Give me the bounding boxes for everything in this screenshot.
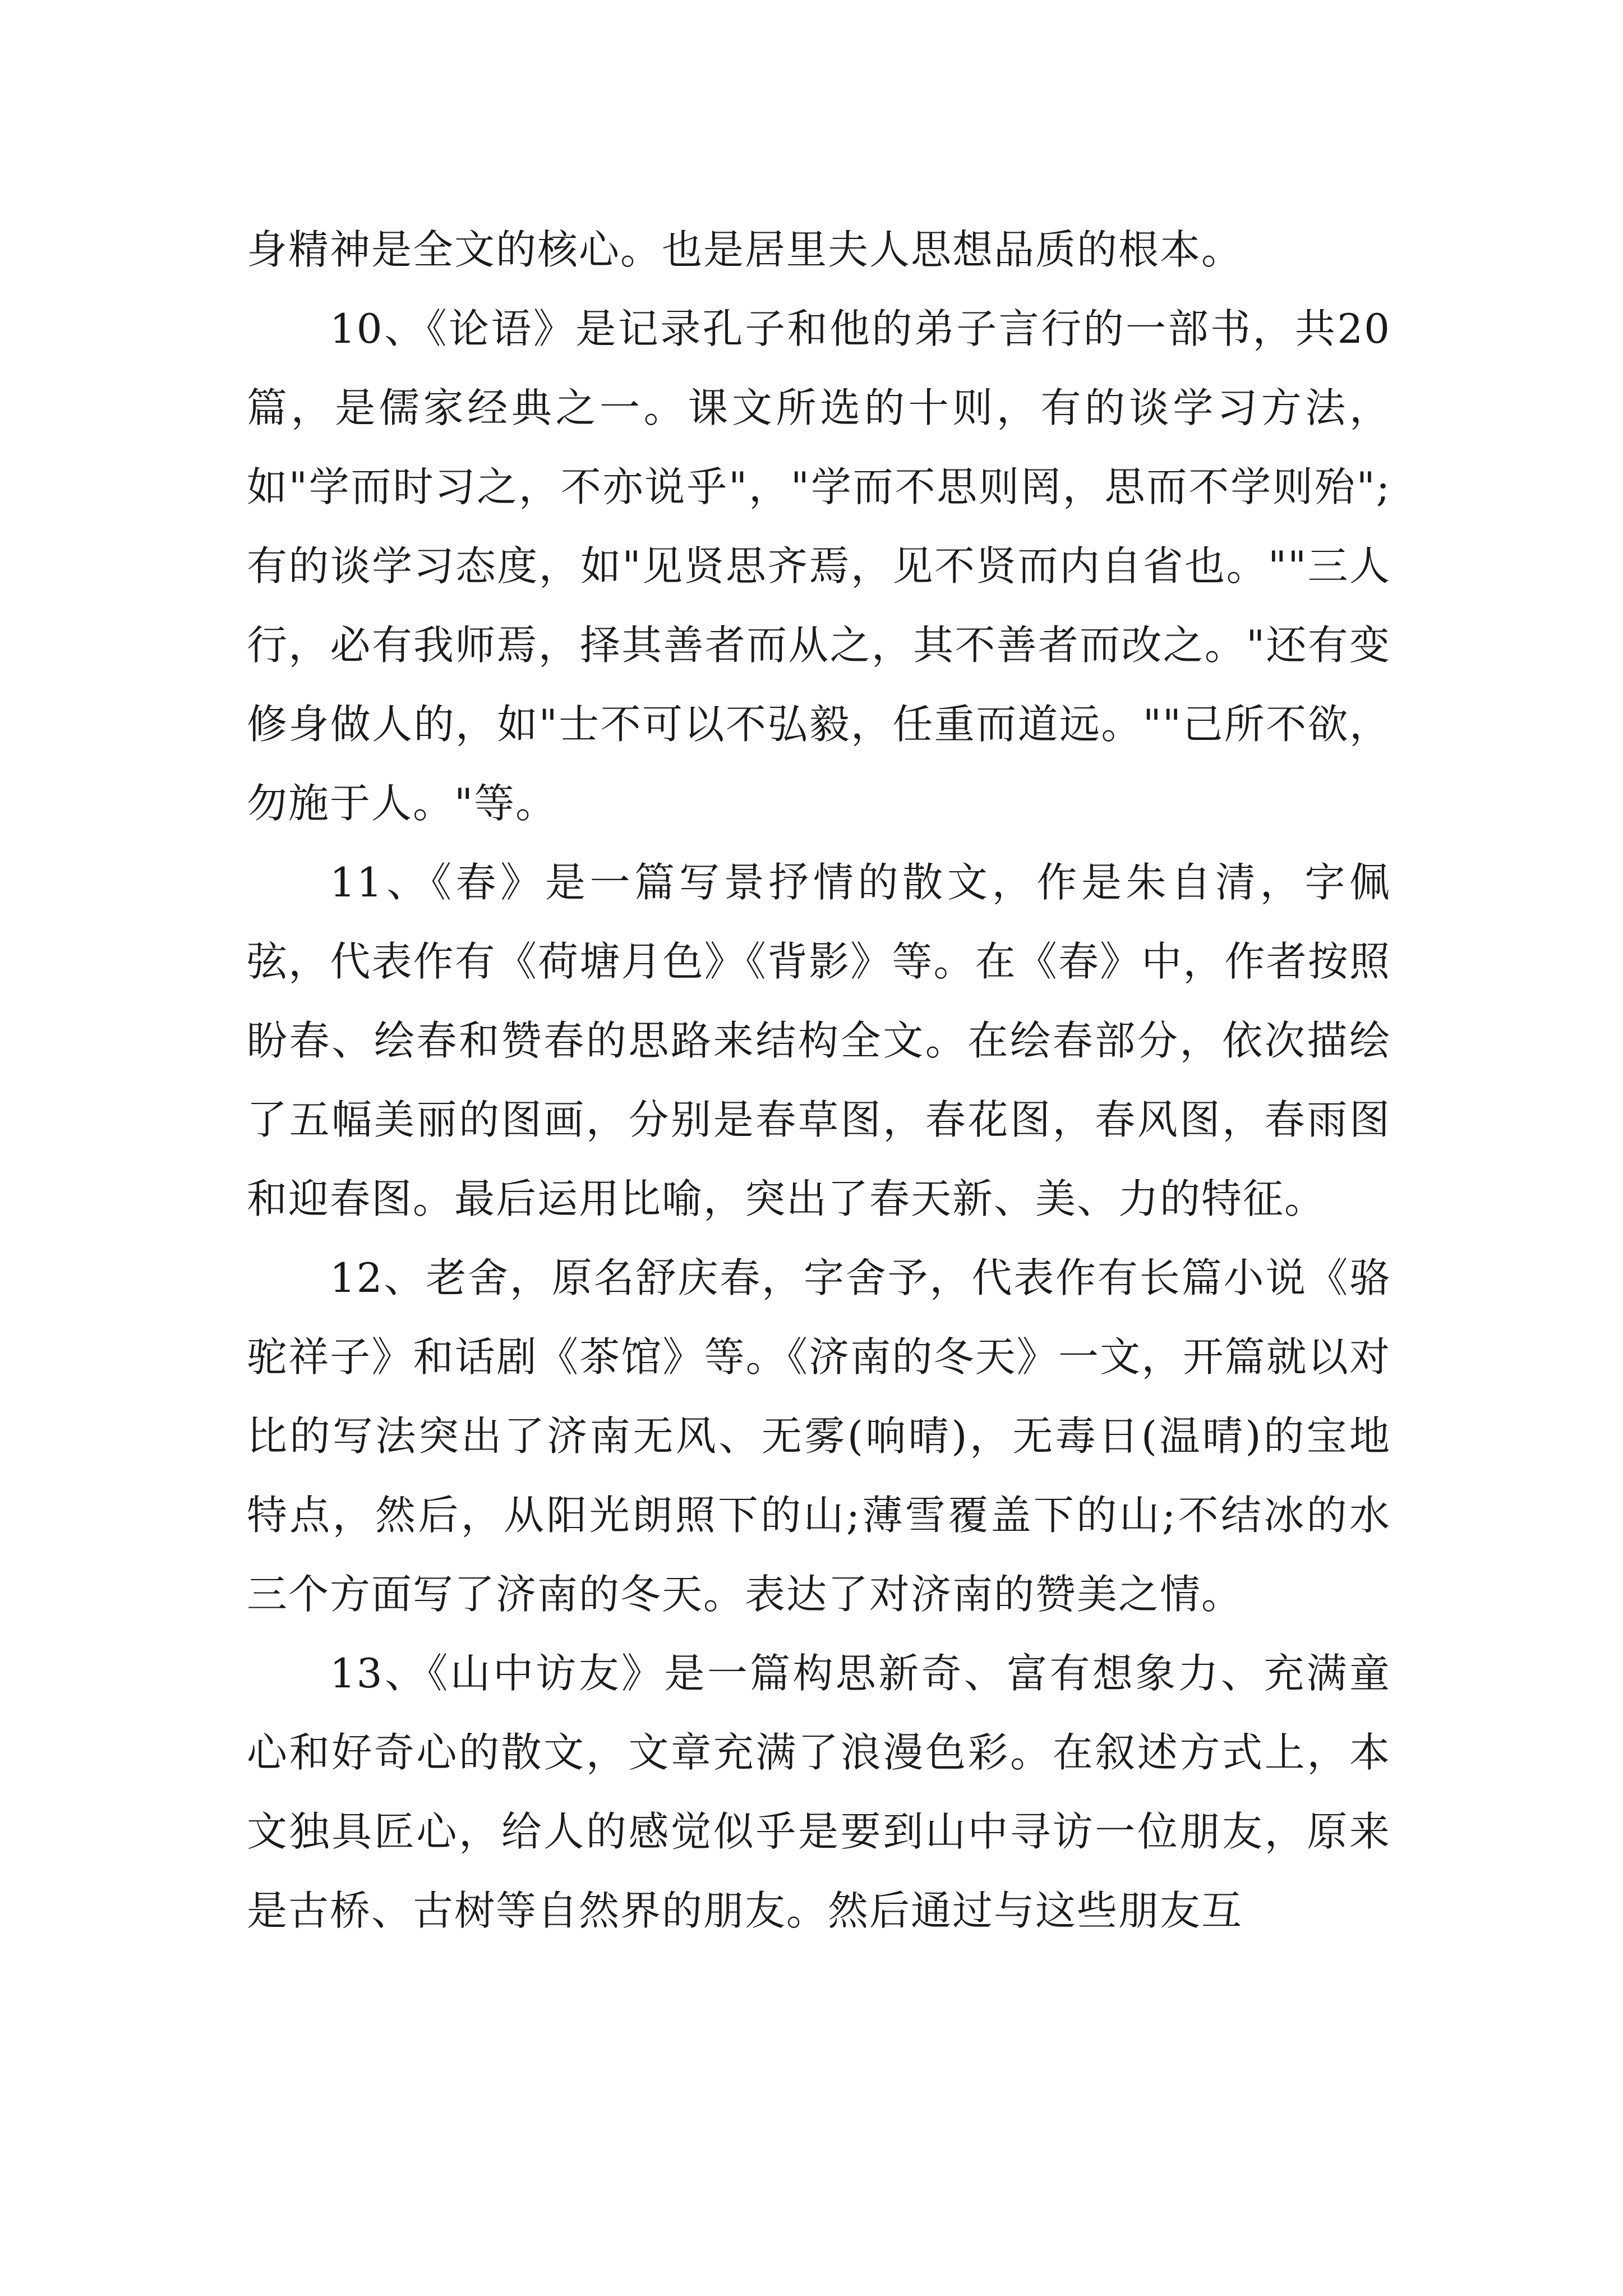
paragraph-item-13-shanzhongfangyou: 13、《山中访友》是一篇构思新奇、富有想象力、充满童心和好奇心的散文，文章充满了浪漫色彩。在叙述方式上，本文独具匠心，给人的感觉似乎是要到山中寻访一位朋友，原来是古桥、古树等自然界的朋友。然后通过与这些朋友互 <box>247 1650 1391 1934</box>
paragraph-item-10-lunyu: 10、《论语》是记录孔子和他的弟子言行的一部书，共20篇，是儒家经典之一。课文所选的十则，有的谈学习方法，如"学而时习之，不亦说乎"，"学而不思则罔，思而不学则殆";有的谈学习态度，如"见贤思齐焉，见不贤而内自省也。""三人行，必有我师焉，择其善者而从之，其不善者而改之。"还有变修身做人的，如"士不可以不弘毅，任重而道远。""己所不欲，勿施于人。"等。 <box>247 305 1391 827</box>
document-page <box>247 210 1391 1950</box>
paragraph-intro-continuation: 身精神是全文的核心。也是居里夫人思想品质的根本。 <box>247 226 1243 273</box>
paragraph-item-12-laoshe: 12、老舍，原名舒庆春，字舍予，代表作有长篇小说《骆驼祥子》和话剧《茶馆》等。《济南的冬天》一文，开篇就以对比的写法突出了济南无风、无雾(响晴)，无毒日(温晴)的宝地特点，然后，从阳光朗照下的山;薄雪覆盖下的山;不结冰的水三个方面写了济南的冬天。表达了对济南的赞美之情。 <box>247 1254 1391 1618</box>
paragraph-item-11-chun: 11、《春》是一篇写景抒情的散文，作是朱自清，字佩弦，代表作有《荷塘月色》《背影》等。在《春》中，作者按照盼春、绘春和赞春的思路来结构全文。在绘春部分，依次描绘了五幅美丽的图画，分别是春草图，春花图，春风图，春雨图和迎春图。最后运用比喻，突出了春天新、美、力的特征。 <box>247 859 1391 1222</box>
